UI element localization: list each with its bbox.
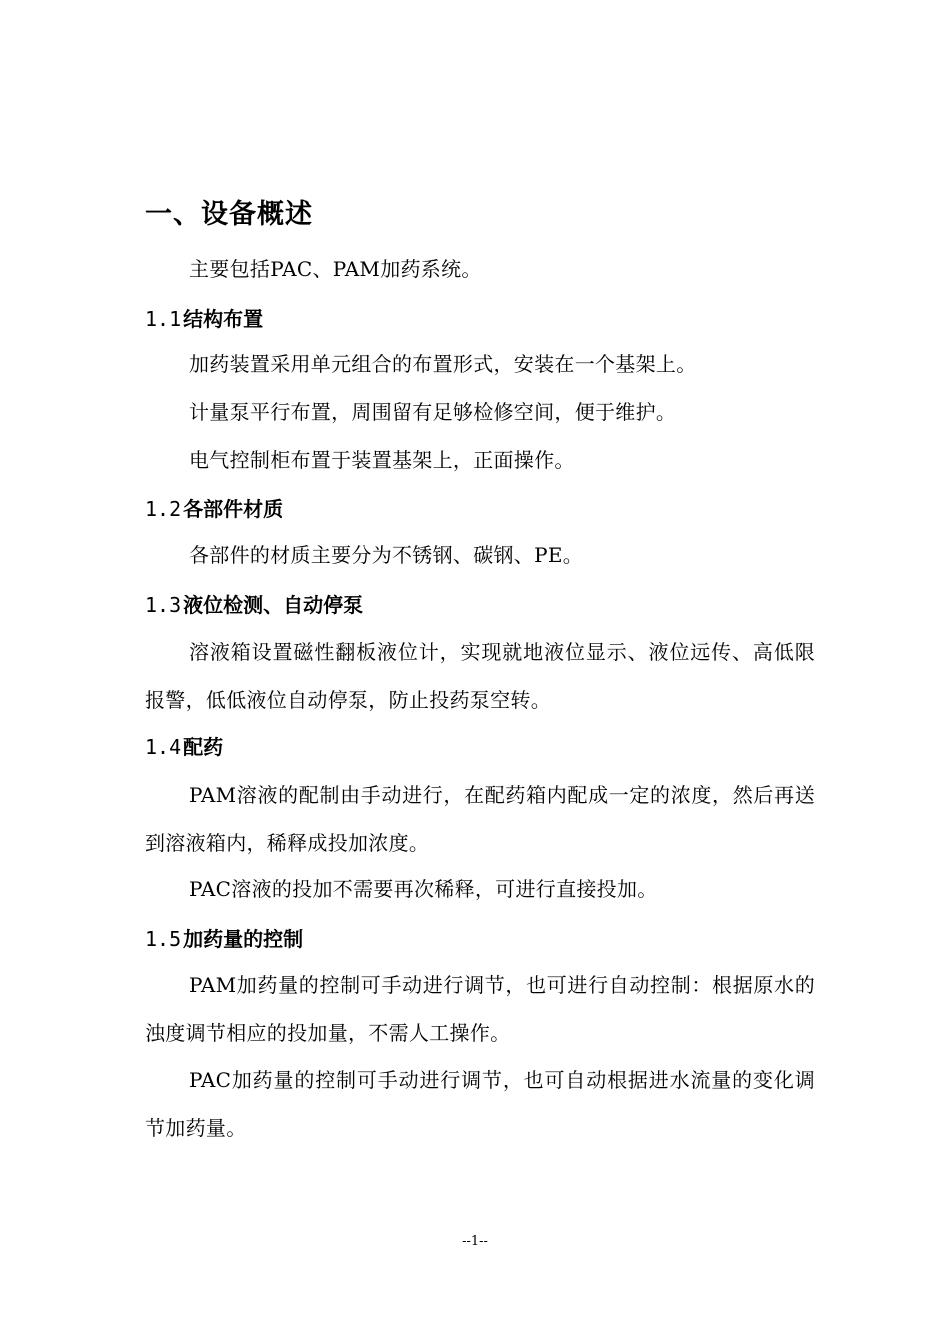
paragraph: 各部件的材质主要分为不锈钢、碳钢、PE。 — [189, 543, 584, 567]
subsection-title: 配药 — [183, 735, 224, 759]
subsection-heading-1-4 — [145, 733, 223, 761]
subsection-title: 各部件材质 — [183, 497, 284, 521]
section-intro-paragraph: 主要包括PAC、PAM加药系统。 — [189, 257, 482, 281]
paragraph: PAC溶液的投加不需要再次稀释，可进行直接投加。 — [189, 877, 658, 901]
subsection-heading-1-2 — [145, 495, 283, 523]
subsection-title: 结构布置 — [183, 307, 264, 331]
paragraph: 电气控制柜布置于装置基架上，正面操作。 — [189, 448, 575, 472]
subsection-number: 1.1 — [145, 307, 182, 331]
paragraph: 加药装置采用单元组合的布置形式，安装在一个基架上。 — [189, 352, 697, 376]
subsection-number: 1.3 — [145, 593, 182, 617]
subsection-number: 1.5 — [145, 927, 182, 951]
section-title: 一、设备概述 — [145, 199, 313, 230]
paragraph: PAM加药量的控制可手动进行调节，也可进行自动控制：根据原水的浊度调节相应的投加量，不需人工操作。 — [145, 973, 815, 1045]
paragraph: PAC加药量的控制可手动进行调节，也可自动根据进水流量的变化调节加药量。 — [145, 1068, 815, 1140]
subsection-heading-1-1 — [145, 305, 263, 333]
subsection-title: 加药量的控制 — [183, 927, 304, 951]
subsection-number: 1.4 — [145, 735, 182, 759]
page-number: --1-- — [462, 1234, 488, 1249]
subsection-number: 1.2 — [145, 497, 182, 521]
paragraph: 计量泵平行布置，周围留有足够检修空间，便于维护。 — [189, 400, 677, 424]
paragraph: 溶液箱设置磁性翻板液位计，实现就地液位显示、液位远传、高低限报警，低低液位自动停泵，防止投药泵空转。 — [145, 640, 815, 712]
paragraph: PAM溶液的配制由手动进行，在配药箱内配成一定的浓度，然后再送到溶液箱内，稀释成投加浓度。 — [145, 783, 815, 855]
subsection-heading-1-5 — [145, 925, 303, 953]
subsection-heading-1-3 — [145, 591, 363, 619]
subsection-title: 液位检测、自动停泵 — [183, 593, 364, 617]
